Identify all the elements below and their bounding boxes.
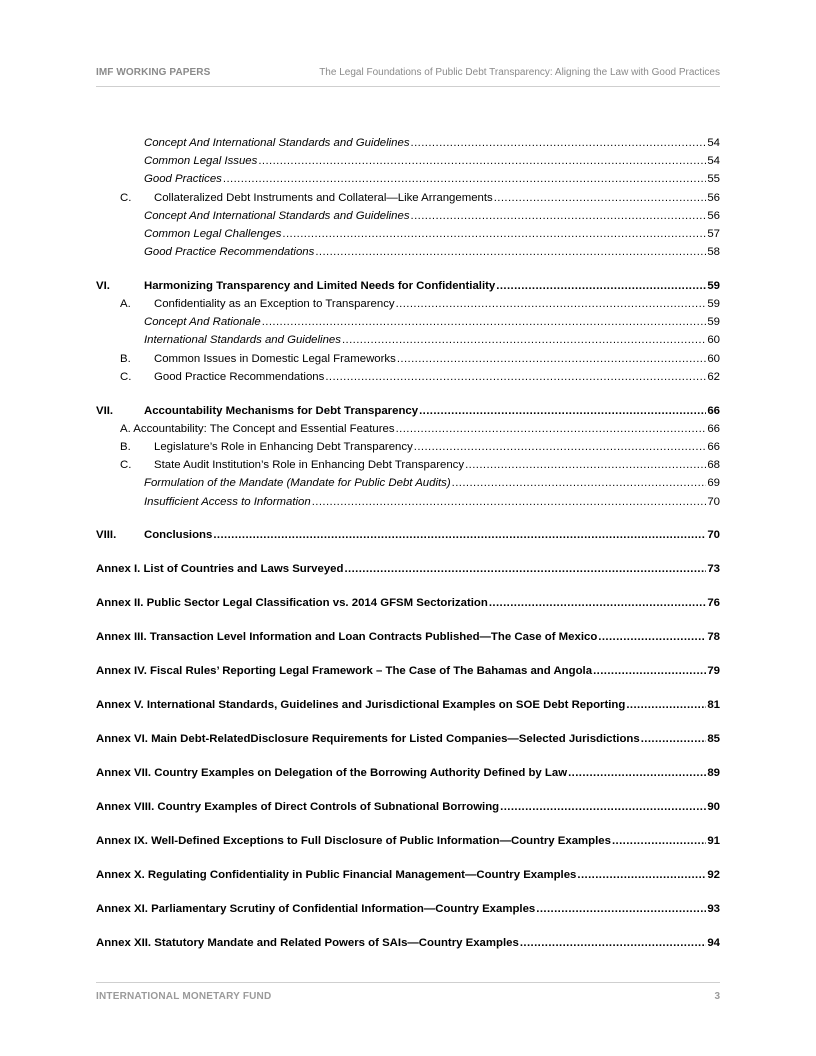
page-footer <box>96 982 720 1003</box>
toc-entry[interactable] <box>96 420 720 438</box>
toc-entry-page: 57 <box>707 227 720 240</box>
toc-leader-dots <box>494 189 707 207</box>
toc-leader-dots <box>626 696 706 714</box>
toc-entry-page: 62 <box>707 370 720 383</box>
toc-entry-title: Annex XI. Parliamentary Scrutiny of Confidential Information—Country Examples <box>96 903 536 916</box>
toc-entry[interactable] <box>96 243 720 261</box>
toc-annex-entry[interactable] <box>96 594 720 612</box>
toc-leader-dots <box>262 313 707 331</box>
toc-entry-number: C. <box>120 459 132 472</box>
toc-entry-page: 54 <box>707 137 720 149</box>
toc-leader-dots <box>419 402 706 420</box>
toc-entry-number: B. <box>120 441 131 453</box>
toc-entry-page: 59 <box>707 279 720 292</box>
toc-entry[interactable] <box>96 189 720 207</box>
toc-entry-title: Accountability Mechanisms for Debt Transparency <box>144 404 419 417</box>
toc-entry-page: 93 <box>707 903 720 916</box>
toc-entry-title: Conclusions <box>144 529 213 542</box>
toc-leader-dots <box>500 798 706 816</box>
toc-leader-dots <box>258 152 706 170</box>
toc-leader-dots <box>520 934 707 952</box>
toc-entry-title: Annex V. International Standards, Guidelines and Jurisdictional Examples on SOE Debt Reporting <box>96 699 626 712</box>
toc-leader-dots <box>213 526 706 544</box>
toc-entry-title: Annex II. Public Sector Legal Classification vs. 2014 GFSM Sectorization <box>96 597 488 610</box>
toc-entry-number: C. <box>120 191 132 204</box>
toc-entry-page: 55 <box>707 173 720 186</box>
toc-entry-title: Common Issues in Domestic Legal Frameworks <box>154 352 396 365</box>
toc-leader-dots <box>282 225 706 243</box>
toc-entry-page: 56 <box>707 209 720 222</box>
toc-entry-page: 66 <box>707 441 720 453</box>
toc-entry-title: Annex VII. Country Examples on Delegation of the Borrowing Authority Defined by Law <box>96 767 568 780</box>
toc-leader-dots <box>496 277 706 295</box>
toc-entry-page: 66 <box>707 404 720 417</box>
toc-leader-dots <box>396 295 707 313</box>
toc-entry-page: 79 <box>707 665 720 678</box>
page-number: 3 <box>714 991 720 1002</box>
toc-leader-dots <box>536 900 706 918</box>
toc-entry-title: International Standards and Guidelines <box>144 334 341 347</box>
toc-entry[interactable] <box>96 456 720 474</box>
toc-annex-entry[interactable] <box>96 900 720 918</box>
toc-entry-page: 54 <box>707 155 720 168</box>
toc-entry-number: A. <box>120 298 131 311</box>
toc-entry-title: Concept And Rationale <box>144 316 261 329</box>
toc-entry-page: 66 <box>707 422 720 435</box>
toc-entry[interactable] <box>96 313 720 331</box>
toc-entry-page: 94 <box>707 937 720 950</box>
toc-entry-title: Concept And International Standards and Guidelines <box>144 209 410 222</box>
toc-entry-title: Annex IX. Well-Defined Exceptions to Full Disclosure of Public Information—Country Examples <box>96 835 611 848</box>
toc-entry-page: 89 <box>707 767 720 780</box>
toc-entry-number: VII. <box>96 404 114 417</box>
toc-entry-title: A. Accountability: The Concept and Essential Features <box>120 422 395 435</box>
toc-entry[interactable] <box>96 295 720 313</box>
toc-entry[interactable] <box>96 438 720 456</box>
toc-entry[interactable] <box>96 134 720 152</box>
toc-annex-entry[interactable] <box>96 730 720 748</box>
toc-entry-page: 70 <box>707 529 720 542</box>
toc-entry-title: Formulation of the Mandate (Mandate for Public Debt Audits) <box>144 477 451 490</box>
toc-leader-dots <box>396 420 707 438</box>
toc-entry-title: Harmonizing Transparency and Limited Needs for Confidentiality <box>144 279 496 292</box>
toc-entry-title: Annex VI. Main Debt-RelatedDisclosure Requirements for Listed Companies—Selected Jurisdictions <box>96 733 640 746</box>
toc-entry-title: Insufficient Access to Information <box>144 495 311 508</box>
toc-entry-page: 68 <box>707 459 720 472</box>
toc-leader-dots <box>325 368 706 386</box>
footer-organization: INTERNATIONAL MONETARY FUND <box>96 991 272 1002</box>
toc-leader-dots <box>489 594 707 612</box>
toc-leader-dots <box>397 350 707 368</box>
toc-entry[interactable] <box>96 207 720 225</box>
toc-leader-dots <box>312 493 707 511</box>
toc-leader-dots <box>641 730 707 748</box>
toc-leader-dots <box>344 560 706 578</box>
toc-entry-page: 78 <box>707 631 720 644</box>
toc-entry-page: 60 <box>707 352 720 365</box>
toc-entry-title: Good Practices <box>144 173 222 186</box>
toc-annex-entry[interactable] <box>96 560 720 578</box>
toc-entry-page: 91 <box>707 835 720 848</box>
toc-leader-dots <box>577 866 706 884</box>
toc-leader-dots <box>612 832 706 850</box>
toc-section-entry[interactable] <box>96 402 720 420</box>
toc-leader-dots <box>452 474 707 492</box>
page-header <box>96 66 720 87</box>
toc-annex-entry[interactable] <box>96 628 720 646</box>
toc-annex-entry[interactable] <box>96 764 720 782</box>
toc-entry-page: 90 <box>707 801 720 814</box>
header-series-title: IMF WORKING PAPERS <box>96 67 211 78</box>
toc-entry[interactable] <box>96 368 720 386</box>
toc-entry-title: Common Legal Challenges <box>144 227 282 240</box>
toc-entry[interactable] <box>96 152 720 170</box>
toc-entry-page: 60 <box>707 334 720 347</box>
toc-entry-title: Collateralized Debt Instruments and Collateral—Like Arrangements <box>154 191 493 204</box>
toc-entry-page: 70 <box>707 495 720 508</box>
toc-entry-title: State Audit Institution’s Role in Enhancing Debt Transparency <box>154 459 465 472</box>
toc-entry-title: Concept And International Standards and Guidelines <box>144 137 410 149</box>
toc-entry-number: VIII. <box>96 529 117 542</box>
toc-entry[interactable] <box>96 331 720 349</box>
toc-entry-title: Annex I. List of Countries and Laws Surveyed <box>96 563 344 576</box>
toc-annex-entry[interactable] <box>96 696 720 714</box>
toc-entry[interactable] <box>96 350 720 368</box>
toc-entry-page: 81 <box>707 699 720 712</box>
toc-annex-entry[interactable] <box>96 866 720 884</box>
toc-entry-page: 92 <box>707 869 720 882</box>
toc-leader-dots <box>411 207 707 225</box>
toc-entry-page: 58 <box>707 246 720 259</box>
toc-leader-dots <box>411 134 707 152</box>
toc-entry[interactable] <box>96 474 720 492</box>
table-of-contents <box>96 134 720 952</box>
toc-annex-entry[interactable] <box>96 798 720 816</box>
toc-entry-page: 69 <box>707 477 720 490</box>
toc-entry-page: 59 <box>707 316 720 329</box>
toc-entry-page: 85 <box>707 733 720 746</box>
toc-entry[interactable] <box>96 170 720 188</box>
toc-entry-title: Legislature’s Role in Enhancing Debt Transparency <box>154 441 413 453</box>
toc-entry-page: 56 <box>707 191 720 204</box>
toc-leader-dots <box>465 456 706 474</box>
toc-entry-title: Good Practice Recommendations <box>154 370 325 383</box>
toc-entry-title: Common Legal Issues <box>144 155 258 168</box>
toc-section-entry[interactable] <box>96 526 720 544</box>
toc-leader-dots <box>568 764 706 782</box>
toc-annex-entry[interactable] <box>96 832 720 850</box>
toc-annex-entry[interactable] <box>96 934 720 952</box>
toc-entry-title: Annex IV. Fiscal Rules’ Reporting Legal Framework – The Case of The Bahamas and Angola <box>96 665 593 678</box>
toc-leader-dots <box>223 170 706 188</box>
toc-entry-title: Confidentiality as an Exception to Transparency <box>154 298 395 311</box>
toc-entry-number: C. <box>120 370 132 383</box>
toc-leader-dots <box>593 662 706 680</box>
toc-annex-entry[interactable] <box>96 662 720 680</box>
toc-entry-title: Annex X. Regulating Confidentiality in Public Financial Management—Country Examples <box>96 869 577 882</box>
toc-entry-title: Good Practice Recommendations <box>144 246 315 259</box>
toc-leader-dots <box>315 243 706 261</box>
toc-entry[interactable] <box>96 493 720 511</box>
toc-entry[interactable] <box>96 225 720 243</box>
toc-entry-page: 73 <box>707 563 720 576</box>
toc-section-entry[interactable] <box>96 277 720 295</box>
toc-leader-dots <box>414 438 707 456</box>
toc-entry-number: VI. <box>96 279 110 292</box>
header-paper-title: The Legal Foundations of Public Debt Transparency: Aligning the Law with Good Practices <box>319 67 720 78</box>
toc-entry-title: Annex VIII. Country Examples of Direct Controls of Subnational Borrowing <box>96 801 500 814</box>
toc-entry-page: 59 <box>707 298 720 311</box>
toc-leader-dots <box>342 331 706 349</box>
toc-entry-number: B. <box>120 352 131 365</box>
toc-entry-title: Annex III. Transaction Level Information and Loan Contracts Published—The Case of Mexico <box>96 631 598 644</box>
toc-entry-page: 76 <box>707 597 720 610</box>
toc-entry-title: Annex XII. Statutory Mandate and Related Powers of SAIs—Country Examples <box>96 937 519 950</box>
toc-leader-dots <box>598 628 706 646</box>
